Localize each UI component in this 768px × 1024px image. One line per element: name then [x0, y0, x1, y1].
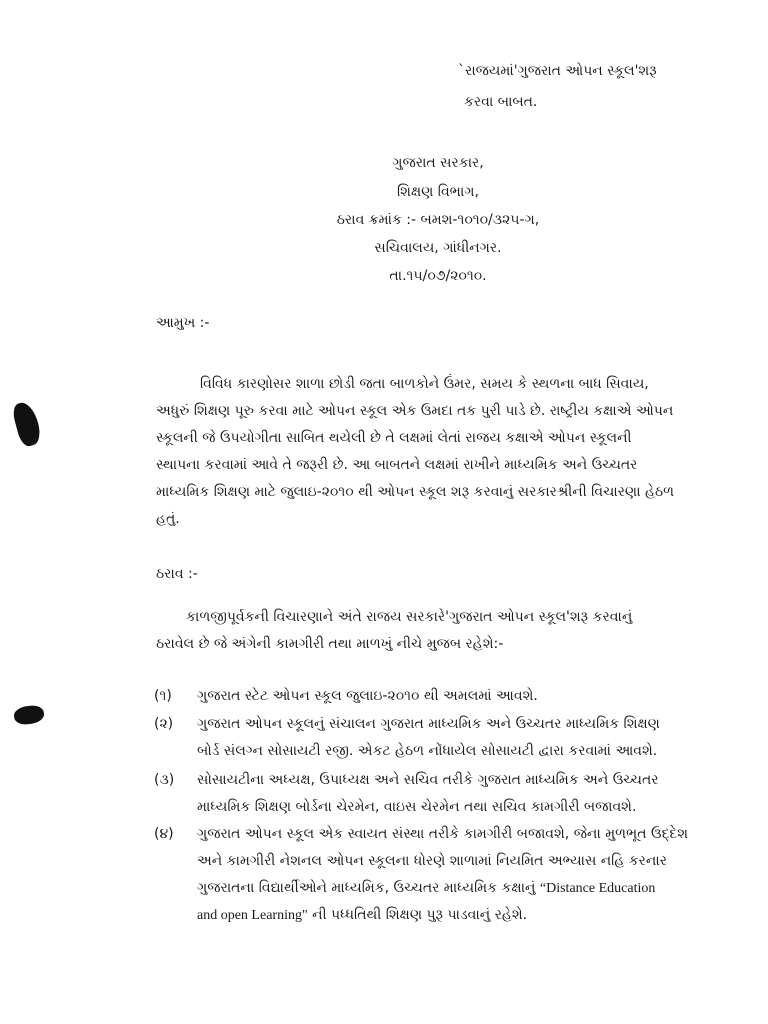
header-date: તા.૧૫/૦૭/૨૦૧૦.	[389, 268, 487, 284]
item-text	[197, 683, 538, 710]
item-line: ગુજરાત ઓપન સ્કૂલનું સંચાલન ગુજરાત માધ્યમિક અને ઉચ્ચતર માધ્યમિક શિક્ષણ	[197, 716, 660, 732]
preamble-line: વિવિધ કારણોસર શાળા છોડી જતા બાળકોને ઉંમર, સમય કે સ્થળના બાધ સિવાય,	[200, 376, 649, 392]
header-office: સચિવાલય, ગાંધીનગર.	[374, 240, 502, 256]
item-line: ગુજરાતના વિદ્યાર્થીઓને માધ્યમિક, ઉચ્ચતર માધ્યમિક કક્ષાનું	[197, 880, 536, 896]
resolution-line: કાળજીપૂર્વકની વિચારણાને અંતે રાજય સરકારે'ગુજરાત ઓપન સ્કૂલ'શરૂ કરવાનું	[186, 609, 633, 625]
item-text	[197, 821, 688, 929]
preamble-line: માધ્યમિક શિક્ષણ માટે જુલાઇ-૨૦૧૦ થી ઓપન સ્કૂલ શરૂ કરવાનું સરકારશ્રીની વિચારણા હેઠળ	[156, 484, 675, 500]
preamble-label: આમુખ :-	[156, 315, 210, 331]
resolution-label: ઠરાવ :-	[156, 566, 198, 582]
preamble-line: સ્કૂલની જે ઉપયોગીતા સાબિત થયેલી છે તે લક્ષમાં લેતાં રાજય કક્ષાએ ઓપન સ્કૂલની	[156, 430, 632, 446]
subject-line-1: `રાજયમાં'ગુજરાત ઓપન સ્કૂલ'શરૂ	[458, 63, 657, 79]
item-text	[197, 767, 659, 821]
subject-line-2: કરવા બાબત.	[464, 94, 538, 110]
item-number: (૧)	[154, 688, 172, 704]
resolution-paragraph	[156, 604, 632, 658]
item-line: ની પધ્ધતિથી શિક્ષણ પુરૂ પાડવાનું રહેશે.	[312, 907, 528, 923]
preamble-line: સ્થાપના કરવામાં આવે તે જરૂરી છે. આ બાબતને લક્ષમાં રાખીને માધ્યમિક અને ઉચ્ચતર	[156, 457, 638, 473]
resolution-line: ઠરાવેલ છે જે અંગેની કામગીરી તથા માળખું નીચે મુજબ રહેશે:-	[156, 636, 504, 652]
item-number: (૩)	[154, 772, 175, 788]
header-department: શિક્ષણ વિભાગ,	[397, 184, 479, 200]
item-latin-phrase: and open Learning"	[197, 908, 308, 923]
item-text	[197, 711, 660, 765]
header-government: ગુજરાત સરકાર,	[392, 155, 484, 171]
preamble-paragraph	[156, 371, 674, 533]
item-line-mixed	[197, 902, 688, 929]
scan-smudge-mark	[11, 400, 44, 448]
item-line: ગુજરાત ઓપન સ્કૂલ એક સ્વાયત સંસ્થા તરીકે કામગીરી બજાવશે, જેના મુળભૂત ઉદ્દેશ	[197, 826, 689, 842]
item-line: અને કામગીરી નેશનલ ઓપન સ્કૂલના ધોરણે શાળામાં નિયમિત અભ્યાસ નહિ કરનાર	[197, 853, 667, 869]
item-latin-phrase: “Distance Education	[539, 881, 656, 896]
item-line: બોર્ડ સંલગ્ન સોસાયટી રજી. એકટ હેઠળ નોંધાયેલ સોસાયટી દ્વારા કરવામાં આવશે.	[197, 743, 658, 759]
item-line: ગુજરાત સ્ટેટ ઓપન સ્કૂલ જુલાઇ-૨૦૧૦ થી અમલમાં આવશે.	[197, 688, 538, 704]
item-number: (૨)	[154, 716, 174, 732]
preamble-line: હતું.	[156, 511, 180, 527]
item-number: (૪)	[154, 826, 174, 842]
scan-smudge-mark	[13, 704, 45, 726]
item-line: માધ્યમિક શિક્ષણ બોર્ડના ચેરમેન, વાઇસ ચેરમેન તથા સચિવ કામગીરી બજાવશે.	[197, 799, 637, 815]
preamble-line: અધુરું શિક્ષણ પૂરુ કરવા માટે ઓપન સ્કૂલ એક ઉમદા તક પુરી પાડે છે. રાષ્ટ્રીય કક્ષાએ ઓપન	[156, 403, 674, 419]
item-line-mixed	[197, 875, 688, 902]
header-resolution-number: ઠરાવ ક્રમાંક :- બમશ-૧૦૧૦/૩૨૫-ગ,	[336, 212, 540, 228]
item-line: સોસાયટીના અધ્યક્ષ, ઉપાધ્યક્ષ અને સચિવ તરીકે ગુજરાત માધ્યમિક અને ઉચ્ચતર	[197, 772, 659, 788]
